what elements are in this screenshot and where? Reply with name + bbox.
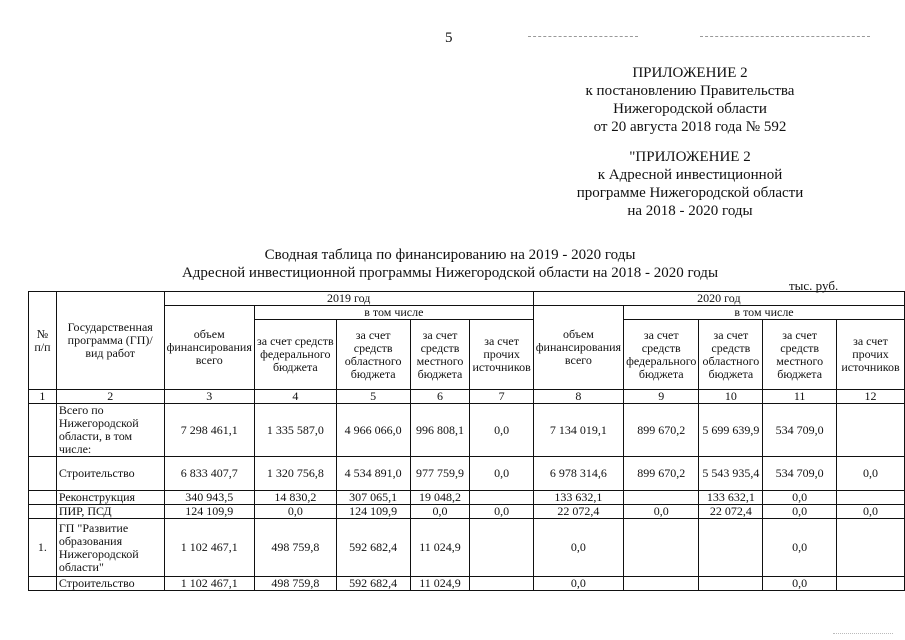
cell-value: 977 759,9 bbox=[410, 457, 470, 491]
column-number: 3 bbox=[164, 390, 254, 404]
cell-program: Реконструкция bbox=[56, 491, 164, 505]
appendix-block-program bbox=[545, 148, 835, 220]
cell-value: 0,0 bbox=[763, 491, 837, 505]
cell-value: 0,0 bbox=[533, 519, 623, 577]
cell-value bbox=[837, 519, 905, 577]
cell-value: 5 543 935,4 bbox=[699, 457, 763, 491]
financing-table bbox=[28, 291, 905, 591]
column-number: 11 bbox=[763, 390, 837, 404]
cell-value: 124 109,9 bbox=[164, 505, 254, 519]
appendix-line: от 20 августа 2018 года № 592 bbox=[593, 119, 787, 135]
cell-value: 11 024,9 bbox=[410, 519, 470, 577]
cell-value: 340 943,5 bbox=[164, 491, 254, 505]
cell-num bbox=[29, 505, 57, 519]
cell-value bbox=[699, 519, 763, 577]
cell-value: 22 072,4 bbox=[699, 505, 763, 519]
cell-value: 899 670,2 bbox=[624, 457, 699, 491]
cell-value: 0,0 bbox=[837, 505, 905, 519]
column-number: 5 bbox=[336, 390, 410, 404]
cell-value: 307 065,1 bbox=[336, 491, 410, 505]
cell-value bbox=[837, 404, 905, 457]
column-number: 7 bbox=[470, 390, 533, 404]
cell-num: 1. bbox=[29, 519, 57, 577]
cell-program: Строительство bbox=[56, 457, 164, 491]
cell-value: 899 670,2 bbox=[624, 404, 699, 457]
appendix-line: Нижегородской области bbox=[613, 101, 767, 117]
column-number: 1 bbox=[29, 390, 57, 404]
table-row bbox=[29, 457, 905, 491]
cell-value: 592 682,4 bbox=[336, 519, 410, 577]
table-row bbox=[29, 519, 905, 577]
header-other-2020: за счет прочих источников bbox=[837, 320, 905, 390]
table-row bbox=[29, 577, 905, 591]
cell-value: 1 102 467,1 bbox=[164, 519, 254, 577]
cell-value: 534 709,0 bbox=[763, 404, 837, 457]
cell-num bbox=[29, 577, 57, 591]
cell-value: 4 534 891,0 bbox=[336, 457, 410, 491]
cell-value: 7 134 019,1 bbox=[533, 404, 623, 457]
column-number: 4 bbox=[254, 390, 336, 404]
cell-num bbox=[29, 404, 57, 457]
cell-value: 498 759,8 bbox=[254, 519, 336, 577]
cell-value bbox=[699, 577, 763, 591]
cell-value: 133 632,1 bbox=[699, 491, 763, 505]
units-label: тыс. руб. bbox=[789, 278, 839, 293]
title-line: Адресной инвестиционной программы Нижегородской области на 2018 - 2020 годы bbox=[181, 265, 719, 281]
appendix-line: "ПРИЛОЖЕНИЕ 2 bbox=[629, 149, 751, 165]
cell-num bbox=[29, 457, 57, 491]
header-year-2019: 2019 год bbox=[164, 292, 533, 306]
cell-value: 0,0 bbox=[533, 577, 623, 591]
table-row bbox=[29, 491, 905, 505]
header-row-years bbox=[29, 292, 905, 306]
cell-value: 14 830,2 bbox=[254, 491, 336, 505]
column-number: 6 bbox=[410, 390, 470, 404]
cell-value: 0,0 bbox=[410, 505, 470, 519]
table-row bbox=[29, 505, 905, 519]
document-title bbox=[150, 246, 750, 282]
header-federal-2019: за счет средств федерального бюджета bbox=[254, 320, 336, 390]
column-number: 10 bbox=[699, 390, 763, 404]
cell-value: 0,0 bbox=[763, 577, 837, 591]
cell-value: 11 024,9 bbox=[410, 577, 470, 591]
column-number: 2 bbox=[56, 390, 164, 404]
cell-value bbox=[837, 577, 905, 591]
cell-num bbox=[29, 491, 57, 505]
header-regional-2020: за счет средств областного бюджета bbox=[699, 320, 763, 390]
title-line: Сводная таблица по финансированию на 2019 - 2020 годы bbox=[264, 247, 636, 263]
cell-value: 592 682,4 bbox=[336, 577, 410, 591]
header-program: Государственная программа (ГП)/ вид работ bbox=[56, 292, 164, 390]
cell-value: 19 048,2 bbox=[410, 491, 470, 505]
cell-value: 0,0 bbox=[254, 505, 336, 519]
header-federal-2020: за счет средств федерального бюджета bbox=[624, 320, 699, 390]
cell-value: 0,0 bbox=[470, 505, 533, 519]
header-including-2020: в том числе bbox=[624, 306, 905, 320]
header-regional-2019: за счет средств областного бюджета bbox=[336, 320, 410, 390]
appendix-line: программе Нижегородской области bbox=[576, 185, 804, 201]
header-other-2019: за счет прочих источников bbox=[470, 320, 533, 390]
cell-value: 6 978 314,6 bbox=[533, 457, 623, 491]
cell-value bbox=[470, 491, 533, 505]
scan-edge-line bbox=[833, 633, 893, 634]
cell-program: Всего по Нижегородской области, в том числе: bbox=[56, 404, 164, 457]
cell-value: 996 808,1 bbox=[410, 404, 470, 457]
cell-program: ГП "Развитие образования Нижегородской области" bbox=[56, 519, 164, 577]
cell-value bbox=[624, 577, 699, 591]
appendix-line: к Адресной инвестиционной bbox=[597, 167, 783, 183]
header-num: № п/п bbox=[29, 292, 57, 390]
table-row bbox=[29, 404, 905, 457]
cell-value: 0,0 bbox=[763, 519, 837, 577]
cell-value bbox=[624, 519, 699, 577]
cell-value: 534 709,0 bbox=[763, 457, 837, 491]
cell-value: 0,0 bbox=[763, 505, 837, 519]
cell-value: 22 072,4 bbox=[533, 505, 623, 519]
cell-value: 1 102 467,1 bbox=[164, 577, 254, 591]
cell-value: 124 109,9 bbox=[336, 505, 410, 519]
cell-value: 0,0 bbox=[470, 404, 533, 457]
cell-value: 7 298 461,1 bbox=[164, 404, 254, 457]
header-dash-line bbox=[700, 36, 870, 37]
cell-value: 498 759,8 bbox=[254, 577, 336, 591]
cell-program: Строительство bbox=[56, 577, 164, 591]
cell-value: 0,0 bbox=[837, 457, 905, 491]
header-year-2020: 2020 год bbox=[533, 292, 904, 306]
column-number: 9 bbox=[624, 390, 699, 404]
header-including-2019: в том числе bbox=[254, 306, 533, 320]
cell-value: 5 699 639,9 bbox=[699, 404, 763, 457]
column-number: 12 bbox=[837, 390, 905, 404]
header-total-2020: объем финансирования всего bbox=[533, 306, 623, 390]
column-number: 8 bbox=[533, 390, 623, 404]
cell-value: 1 335 587,0 bbox=[254, 404, 336, 457]
cell-value: 133 632,1 bbox=[533, 491, 623, 505]
appendix-line: на 2018 - 2020 годы bbox=[627, 203, 753, 219]
cell-value: 4 966 066,0 bbox=[336, 404, 410, 457]
cell-value bbox=[837, 491, 905, 505]
cell-program: ПИР, ПСД bbox=[56, 505, 164, 519]
appendix-line: ПРИЛОЖЕНИЕ 2 bbox=[632, 65, 748, 81]
cell-value: 1 320 756,8 bbox=[254, 457, 336, 491]
header-total-2019: объем финансирования всего bbox=[164, 306, 254, 390]
header-local-2019: за счет средств местного бюджета bbox=[410, 320, 470, 390]
cell-value bbox=[470, 519, 533, 577]
cell-value bbox=[470, 577, 533, 591]
cell-value: 6 833 407,7 bbox=[164, 457, 254, 491]
appendix-block-resolution bbox=[545, 64, 835, 136]
cell-value: 0,0 bbox=[470, 457, 533, 491]
column-number-row bbox=[29, 390, 905, 404]
header-local-2020: за счет средств местного бюджета bbox=[763, 320, 837, 390]
page-number: 5 bbox=[445, 30, 453, 46]
cell-value: 0,0 bbox=[624, 505, 699, 519]
cell-value bbox=[624, 491, 699, 505]
appendix-line: к постановлению Правительства bbox=[585, 83, 795, 99]
header-dash-line bbox=[528, 36, 638, 37]
